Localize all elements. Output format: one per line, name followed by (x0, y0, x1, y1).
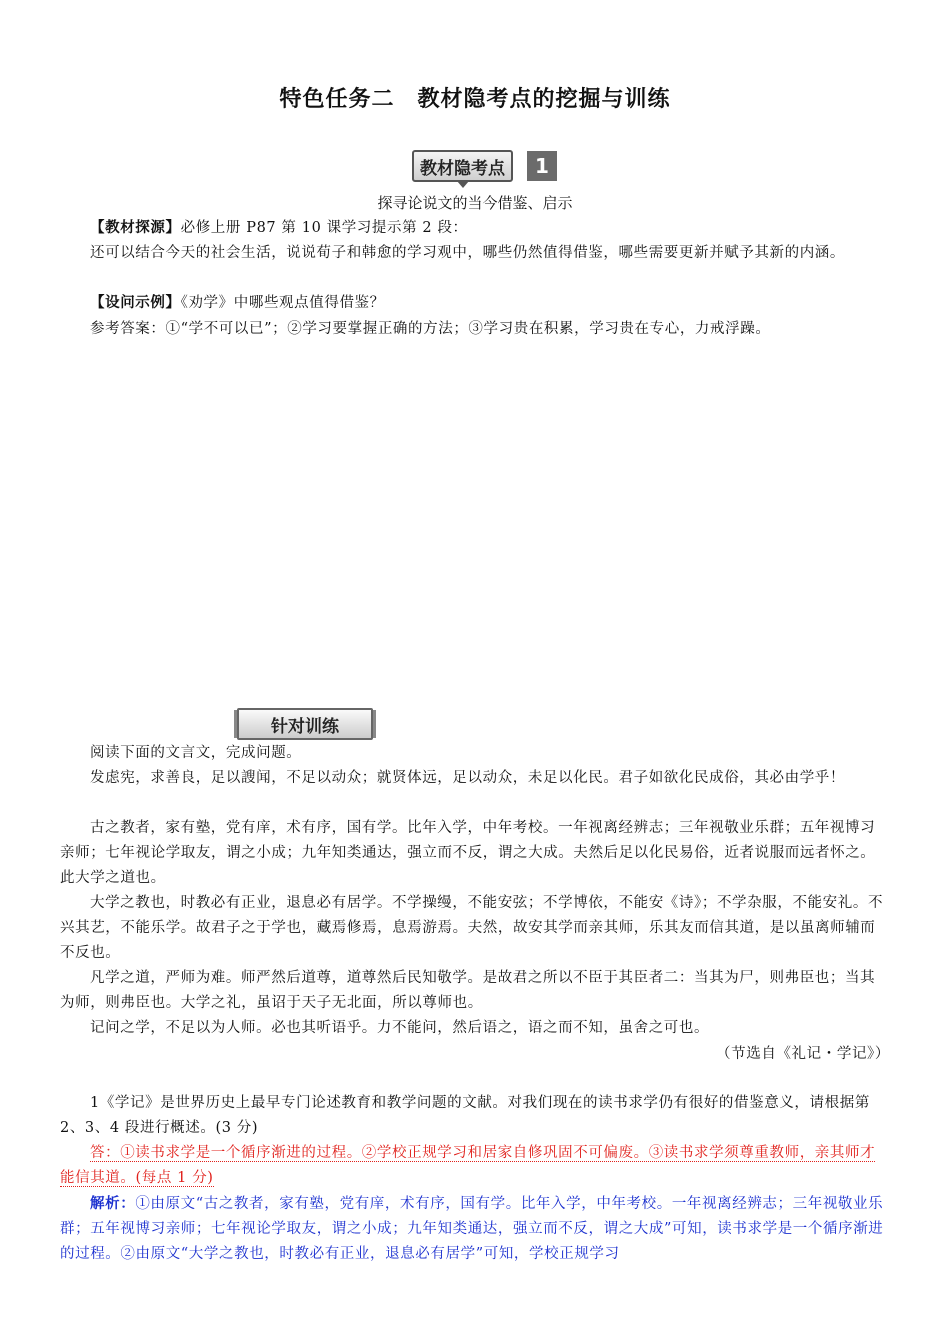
text-source: （节选自《礼记・学记》） (716, 1046, 890, 1062)
training-instruction: 阅读下面的文言文，完成问题。 (90, 745, 302, 761)
source-text: 必修上册 P87 第 10 课学习提示第 2 段： (180, 220, 468, 236)
section-subtitle: 探寻论说文的当今借鉴、启示 (377, 194, 573, 212)
analysis-label: 解析： (90, 1196, 136, 1212)
example-line (60, 291, 890, 316)
question-1-analysis (60, 1192, 890, 1267)
source-quote: 还可以结合今天的社会生活，说说荀子和韩愈的学习观中，哪些仍然值得借鉴，哪些需要更新并赋予其新的内涵。 (90, 245, 845, 261)
analysis-text: ①由原文“古之教者，家有塾，党有庠，术有序，国有学。比年入学，中年考校。一年视离经辨志；三年视敬业乐群；五年视博习亲师；七年视论学取友，谓之小成；九年知类通达，强立而不反，谓之大成”可知，读书求学是一个循序渐进的过程。②由原文“大学之教也，时教必有正业，退息必有居学”可知，学校正规学习 (60, 1196, 884, 1262)
training-badge (237, 708, 373, 740)
example-text: 《劝学》中哪些观点值得借鉴？ (180, 295, 385, 311)
training-badge-label: 针对训练 (237, 708, 373, 740)
text-paragraph-2: 古之教者，家有塾，党有庠，术有序，国有学。比年入学，中年考校。一年视离经辨志；三年视敬业乐群；五年视博习亲师；七年视论学取友，谓之小成；九年知类通达，强立而不反，谓之大成。夫然后足以化民易俗，近者说服而远者怀之。此大学之道也。 (60, 820, 876, 886)
source-label: 【教材探源】 (90, 220, 181, 236)
answer-text: 答：①读书求学是一个循序渐进的过程。②学校正规学习和居家自修巩固不可偏废。③读书求学须尊重教师，亲其师才能信其道。(每点 1 分) (60, 1145, 876, 1186)
section-badge-label: 教材隐考点 (412, 150, 513, 182)
example-label: 【设问示例】 (90, 295, 181, 311)
question-1-answer (60, 1141, 890, 1191)
text-paragraph-3: 大学之教也，时教必有正业，退息必有居学。不学操缦，不能安弦；不学博依，不能安《诗》；不学杂服，不能安礼。不兴其艺，不能乐学。故君子之于学也，藏焉修焉，息焉游焉。夫然，故安其学而亲其师，乐其友而信其道，是以虽离师辅而不反也。 (60, 895, 884, 961)
text-paragraph-4: 凡学之道，严师为难。师严然后道尊，道尊然后民知敬学。是故君之所以不臣于其臣者二：当其为尸，则弗臣也；当其为师，则弗臣也。大学之礼，虽诏于天子无北面，所以尊师也。 (60, 970, 876, 1011)
question-1: 1《学记》是世界历史上最早专门论述教育和教学问题的文献。对我们现在的读书求学仍有很好的借鉴意义，请根据第 2、3、4 段进行概述。(3 分) (60, 1095, 870, 1136)
section-badge (412, 150, 557, 182)
example-answer: 参考答案：①“学不可以已”；②学习要掌握正确的方法；③学习贵在积累，学习贵在专心，力戒浮躁。 (90, 321, 771, 337)
section-badge-number: 1 (527, 151, 557, 181)
text-paragraph-5: 记问之学，不足以为人师。必也其听语乎。力不能问，然后语之，语之而不知，虽舍之可也。 (90, 1020, 710, 1036)
page-title: 特色任务二 教材隐考点的挖掘与训练 (279, 87, 671, 112)
text-paragraph-1: 发虑宪，求善良，足以謏闻，不足以动众；就贤体远，足以动众，未足以化民。君子如欲化民成俗，其必由学乎！ (90, 770, 845, 786)
source-line (60, 216, 890, 241)
